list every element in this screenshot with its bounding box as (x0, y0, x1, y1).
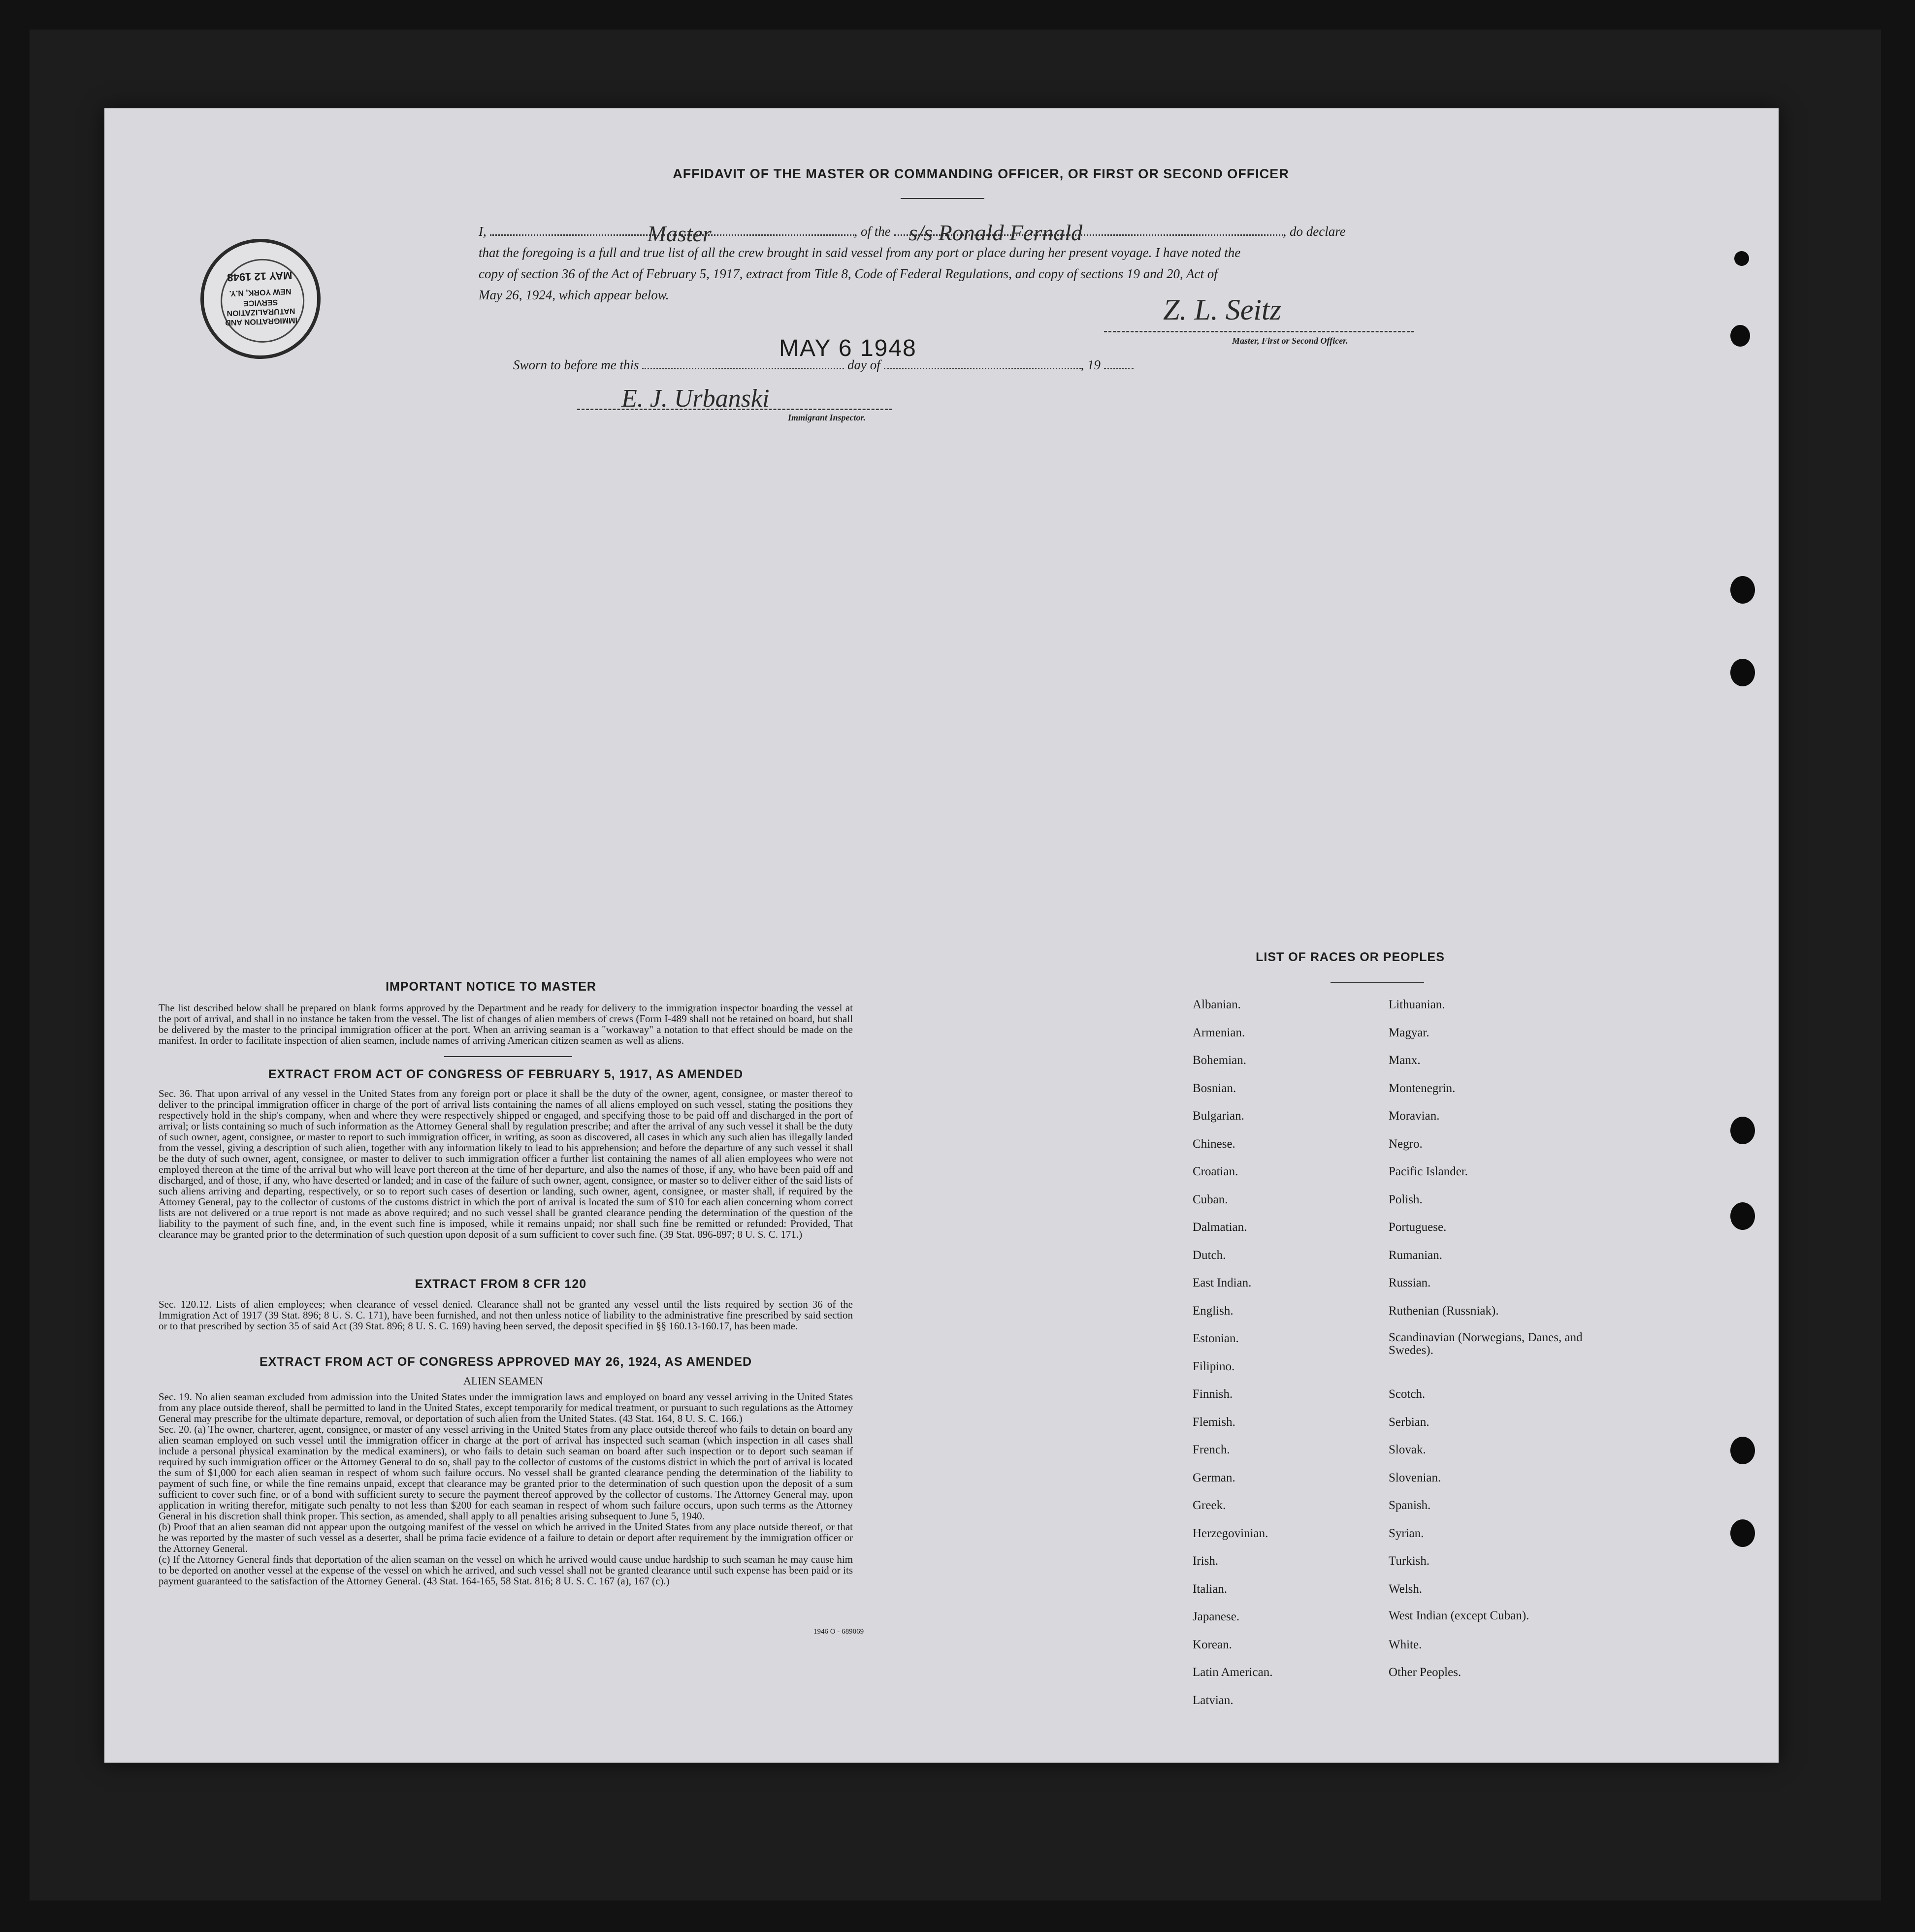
inspector-signature: E. J. Urbanski (621, 385, 770, 413)
race-item: Croatian. (1193, 1165, 1238, 1178)
race-item: Other Peoples. (1389, 1666, 1461, 1679)
race-item: Portuguese. (1389, 1221, 1447, 1234)
extract-1917-title: EXTRACT FROM ACT OF CONGRESS OF FEBRUARY 5, 1917, AS AMENDED (268, 1067, 744, 1081)
race-item: Spanish. (1389, 1499, 1431, 1512)
stamp-text: IMMIGRATION AND NATURALIZATION SERVICE (225, 297, 298, 327)
affidavit-line-4: May 26, 1924, which appear below. (479, 288, 669, 302)
signature-line (1104, 331, 1414, 332)
race-item: Estonian. (1193, 1332, 1239, 1345)
affidavit-line-1: I, Master , of the s/s Ronald Fernald , do declare (479, 220, 1346, 246)
race-item: Armenian. (1193, 1026, 1245, 1039)
binder-hole-icon (1730, 576, 1755, 604)
race-item: Japanese. (1193, 1610, 1240, 1623)
race-item: Manx. (1389, 1054, 1421, 1067)
race-item (1389, 1359, 1605, 1387)
race-item: Slovak. (1389, 1443, 1426, 1456)
race-item: Albanian. (1193, 998, 1241, 1011)
race-item: Moravian. (1389, 1109, 1440, 1123)
sworn-date-stamp: MAY 6 1948 (779, 335, 917, 361)
document-page (104, 108, 1779, 1763)
races-right-column (1389, 998, 1605, 1693)
binder-hole-icon (1734, 251, 1749, 266)
race-item: Dutch. (1193, 1248, 1226, 1262)
race-item: Montenegrin. (1389, 1081, 1456, 1095)
race-item: Greek. (1193, 1499, 1226, 1512)
binder-hole-icon (1730, 1437, 1755, 1464)
race-item: Scotch. (1389, 1387, 1426, 1401)
race-item: Turkish. (1389, 1554, 1430, 1568)
master-handwritten: Master (647, 221, 712, 246)
race-item: Magyar. (1389, 1026, 1429, 1039)
race-item: White. (1389, 1638, 1422, 1651)
print-code: 1946 O - 689069 (813, 1628, 864, 1636)
notice-text: The list described below shall be prepared on blank forms approved by the Department and be ready for delivery to the immigration inspector boarding the vessel at the port of arrival, and shall in no instance be taken from the vessel. The list of changes of alien members of crews (Form I-489 shall not be retained on board, but shall be delivered by the master to the principal immigration officer at the port. When an arriving seaman is a "workaway" a notation to that effect should be made on the manifest. In order to facilitate inspection of alien seamen, include names of arriving American citizen seamen as well as aliens. (159, 1002, 853, 1046)
race-item: Syrian. (1389, 1526, 1424, 1540)
races-left-column (1193, 998, 1370, 1721)
race-item: Italian. (1193, 1582, 1228, 1596)
divider (901, 198, 984, 199)
binder-hole-icon (1730, 659, 1755, 686)
race-item: Korean. (1193, 1638, 1232, 1651)
extract-cfr-text: Sec. 120.12. Lists of alien employees; when clearance of vessel denied. Clearance shall not be granted any vessel until the lists required by section 36 of the Immigration Act of 1917 (39 Stat. 896; 8 U. S. C. 171), have been furnished, and not then unless notice of liability to the administrative fine prescribed by said section or to that prescribed by section 35 of said Act (39 Stat. 896; 8 U. S. C. 169) having been served, the deposit specified in §§ 160.13-160.17, has been made. (159, 1298, 853, 1332)
race-item: Flemish. (1193, 1415, 1235, 1429)
divider (1331, 982, 1424, 983)
race-item: Ruthenian (Russniak). (1389, 1304, 1499, 1318)
race-item: West Indian (except Cuban). (1389, 1609, 1529, 1622)
race-item: East Indian. (1193, 1276, 1252, 1289)
race-item: Chinese. (1193, 1137, 1235, 1151)
race-item: Lithuanian. (1389, 998, 1445, 1011)
race-item: Rumanian. (1389, 1248, 1443, 1262)
race-item: Negro. (1389, 1137, 1423, 1151)
race-item: Latin American. (1193, 1666, 1273, 1679)
section-20b-text: (b) Proof that an alien seaman did not appear upon the outgoing manifest of the vessel on which he arrived in the United States from any place outside thereof, or that he was reported by the master of such vessel as a deserter, shall be prima facie evidence of a failure to detain or deport after requirement by the immigration officer or the Attorney General. (159, 1521, 853, 1554)
race-item: Finnish. (1193, 1387, 1233, 1401)
immigration-stamp (198, 237, 323, 361)
extract-1924-text (159, 1391, 853, 1586)
section-20a-text: Sec. 20. (a) The owner, charterer, agent, consignee, or master of any vessel arriving in the United States from any place outside thereof who fails to detain on board any alien seaman employed on such vessel until the immigration officer in charge at the port of arrival has inspected such seaman (which inspection in all cases shall include a personal physical examination by the medical examiners), or who fails to detain such seaman on board after such inspection or to deport such seaman if required by such immigration officer or the Attorney General to do so, shall pay to the collector of customs of the customs district in which the port of arrival is located the sum of $1,000 for each alien seaman in respect of whom such failure occurs. No vessel shall be granted clearance pending the determination of the liability to payment of such fine, or while the fine remains unpaid, except that clearance may be granted prior to the determination of such question upon the deposit of a sum sufficient to cover such fine, or of a bond with sufficient surety to secure the payment thereof approved by the collector of customs. The Attorney General may, upon application in writing therefor, mitigate such penalty to not less than $200 for each seaman in respect of whom such failure occurs, upon such terms as the Attorney General in his discretion shall think proper. This section, as amended, shall apply to all penalties arising subsequent to June 5, 1940. (159, 1423, 853, 1522)
affidavit-line-2: that the foregoing is a full and true list of all the crew brought in said vessel from any port or place during her present voyage. I have noted the (479, 245, 1241, 260)
divider (444, 1056, 572, 1057)
race-item: Serbian. (1389, 1415, 1429, 1429)
extract-1924-title: EXTRACT FROM ACT OF CONGRESS APPROVED MAY 26, 1924, AS AMENDED (259, 1355, 752, 1369)
races-title: LIST OF RACES OR PEOPLES (1256, 950, 1445, 964)
binder-hole-icon (1730, 325, 1750, 347)
binder-hole-icon (1730, 1519, 1755, 1547)
race-item: Dalmatian. (1193, 1221, 1247, 1234)
race-item: Slovenian. (1389, 1471, 1441, 1484)
inspector-signature-line (577, 409, 892, 410)
race-item: Polish. (1389, 1192, 1423, 1206)
race-item: Bosnian. (1193, 1081, 1236, 1095)
extract-cfr-title: EXTRACT FROM 8 CFR 120 (415, 1277, 587, 1291)
race-item: Latvian. (1193, 1693, 1233, 1707)
race-item: French. (1193, 1443, 1230, 1456)
race-item: English. (1193, 1304, 1233, 1318)
sworn-line: Sworn to before me this day of , 19 (513, 357, 1134, 373)
race-item: Welsh. (1389, 1582, 1423, 1596)
affidavit-line-3: copy of section 36 of the Act of February 5, 1917, extract from Title 8, Code of Federal Regulations, and copy of sections 19 and 20, Act of (479, 266, 1218, 281)
binder-hole-icon (1730, 1117, 1755, 1144)
section-19-text: Sec. 19. No alien seaman excluded from admission into the United States under the immigration laws and employed on board any vessel arriving in the United States from any place outside thereof, shall be permitted to land in the United States, except temporarily for medical treatment, or pursuant to such regulations as the Attorney General may prescribe for the ultimate departure, removal, or deportation of such alien from the United States. (43 Stat. 164, 8 U. S. C. 166.) (159, 1391, 853, 1424)
notice-title: IMPORTANT NOTICE TO MASTER (386, 980, 596, 994)
affidavit-title: AFFIDAVIT OF THE MASTER OR COMMANDING OFFICER, OR FIRST OR SECOND OFFICER (673, 166, 1289, 181)
race-item: Herzegovinian. (1193, 1526, 1268, 1540)
race-item: Russian. (1389, 1276, 1431, 1289)
stamp-date: MAY 12 1948 (227, 269, 292, 284)
vessel-name-handwritten: s/s Ronald Fernald (909, 220, 1083, 245)
section-20c-text: (c) If the Attorney General finds that deportation of the alien seaman on the vessel on which he arrived would cause undue hardship to such seaman he may cause him to be deported on another vessel at the expense of the vessel on which he arrived, and such vessel shall not be granted clearance until such expense has been paid or its payment guaranteed to the satisfaction of the Attorney General. (43 Stat. 164-165, 58 Stat. 816; 8 U. S. C. 167 (a), 167 (c).) (159, 1553, 853, 1587)
race-item: German. (1193, 1471, 1235, 1484)
race-item: Filipino. (1193, 1359, 1235, 1373)
race-item: Scandinavian (Norwegians, Danes, and Swedes). (1389, 1331, 1583, 1357)
race-item: Cuban. (1193, 1192, 1228, 1206)
inspector-caption: Immigrant Inspector. (788, 413, 866, 422)
race-item: Bulgarian. (1193, 1109, 1244, 1123)
extract-1917-text: Sec. 36. That upon arrival of any vessel in the United States from any foreign port or place it shall be the duty of the owner, agent, consignee, or master thereof to deliver to the principal immigration officer in charge of the port of arrival lists containing the names of all aliens employed on such vessel, stating the positions they respectively hold in the ship's company, when and where they were respectively shipped or engaged, and specifying those to be paid off and discharged in the port of arrival; or lists containing so much of such information as the Attorney General shall by regulation prescribe; and after the arrival of any such vessel it shall be the duty of such owner, agent, consignee, or master to report to such immigration officer, in writing, as soon as discovered, all cases in which any such alien has illegally landed from the vessel, giving a description of such alien, together with any information likely to lead to his apprehension; and before the departure of any such vessel it shall be the duty of such owner, agent, consignee, or master to deliver to such immigration officer a further list containing the names of all alien employees who were not employed thereon at the time of the arrival but who will leave port thereon at the time of her departure, and also the names of those, if any, who have been paid off and discharged, and of those, if any, who have deserted or landed; and in case of the failure of such owner, agent, consignee, or master so to deliver either of the said lists of such aliens arriving and departing, respectively, or so to report such cases of desertion or landing, such owner, agent, consignee, or master shall, if required by the Attorney General, pay to the collector of customs of the customs district in which the port of arrival is located the sum of $10 for each alien concerning whom correct lists are not delivered or a true report is not made as above required; and no such vessel shall be granted clearance pending the determination of the question of the liability to the payment of such fine, and, in the event such fine is imposed, while it remains unpaid; nor shall such fine be remitted or refunded: Provided, That clearance may be granted prior to the determination of such question upon deposit of a sum sufficient to cover such fine. (39 Stat. 896-897; 8 U. S. C. 171.) (159, 1088, 853, 1240)
alien-seamen-subtitle: ALIEN SEAMEN (463, 1375, 543, 1387)
stamp-location: NEW YORK, N.Y. (229, 287, 292, 298)
binder-hole-icon (1730, 1202, 1755, 1230)
race-item: Irish. (1193, 1554, 1219, 1568)
race-item: Pacific Islander. (1389, 1165, 1468, 1178)
master-signature: Z. L. Seitz (1163, 293, 1282, 326)
race-item: Bohemian. (1193, 1054, 1247, 1067)
signature-caption: Master, First or Second Officer. (1232, 336, 1348, 346)
